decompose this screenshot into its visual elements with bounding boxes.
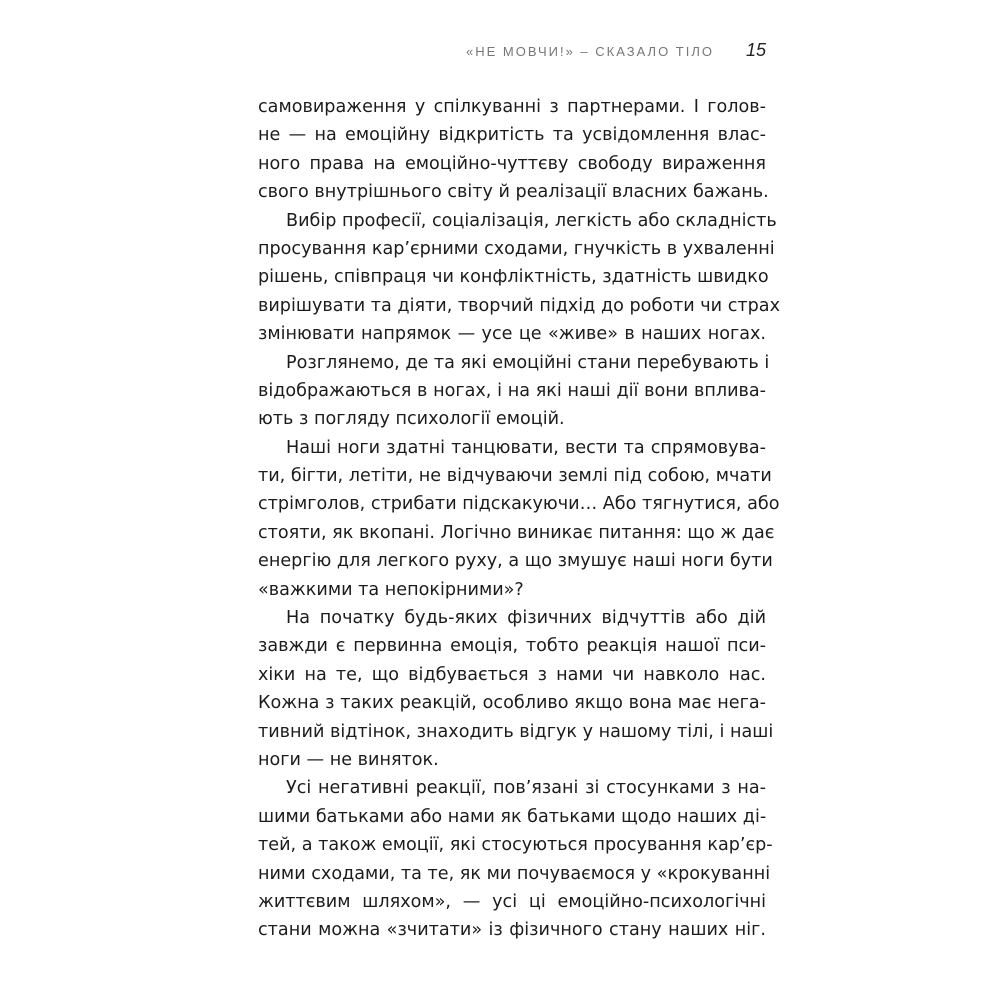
text-line: рішень, співпраця чи конфліктність, здатність швидко	[258, 267, 769, 288]
paragraph	[258, 774, 773, 944]
text-line: Кожна з таких реакцій, особливо якщо вона має нега-	[258, 693, 766, 714]
text-line: самовираження у спілкуванні з партнерами. І голов-	[258, 97, 766, 117]
text-line: ти, бігти, летіти, не відчуваючи землі під собою, мчати	[258, 466, 772, 487]
paragraph	[258, 93, 769, 207]
text-line: шими батьками або нами як батьками щодо наших ді-	[258, 806, 767, 827]
running-header	[440, 40, 766, 64]
paragraph	[258, 207, 780, 349]
text-line: На початку будь-яких фізичних відчуттів або дій	[286, 608, 766, 629]
text-line: не — на емоційну відкритість та усвідомлення влас-	[258, 125, 766, 146]
text-line: стрімголов, стрибати підскакуючи… Або тягнутися, або	[258, 494, 780, 515]
text-line: «важкими та непокірними»?	[258, 579, 524, 600]
text-line: стояти, як вкопані. Логічно виникає питання: що ж дає	[258, 522, 775, 543]
page-number: 15	[745, 40, 766, 60]
paragraph	[258, 434, 780, 604]
text-line: Вибір професії, соціалізація, легкість або складність	[286, 210, 777, 231]
body-text	[258, 93, 780, 945]
text-line: життєвим шляхом», — усі ці емоційно-психологічні	[258, 891, 766, 912]
text-line: ють з погляду психології емоцій.	[258, 409, 565, 430]
text-line: ними сходами, та те, як ми почуваємося у «крокуванні	[258, 863, 771, 884]
text-line: відображаються в ногах, і на які наші дії вони вплива-	[258, 380, 766, 401]
text-line: тей, а також емоції, які стосуються просування кар’єр-	[258, 835, 773, 856]
text-line: стани можна «зчитати» із фізичного стану наших ніг.	[258, 920, 766, 941]
text-line: змінювати напрямок — усе це «живе» в наших ногах.	[258, 324, 766, 345]
text-line: тивний відтінок, знаходить відгук у нашому тілі, і наші	[258, 721, 774, 742]
text-line: завжди є первинна емоція, тобто реакція нашої пси-	[258, 636, 766, 657]
text-line: просування кар’єрними сходами, гнучкість в ухваленні	[258, 238, 775, 259]
text-line: Усі негативні реакції, пов’язані зі стосунками з на-	[286, 778, 766, 799]
text-line: хіки на те, що відбувається з нами чи навколо нас.	[258, 664, 766, 685]
paragraph	[258, 604, 774, 774]
text-line: ноги — не виняток.	[258, 749, 439, 770]
text-line: Розглянемо, де та які емоційні стани перебувають і	[286, 352, 770, 373]
paragraph	[258, 349, 770, 434]
text-line: свого внутрішнього світу й реалізації власних бажань.	[258, 182, 769, 203]
text-line: енергію для легкого руху, а що змушує наші ноги бути	[258, 551, 773, 572]
text-line: вирішувати та діяти, творчий підхід до роботи чи страх	[258, 295, 780, 316]
running-title: «НЕ МОВЧИ!» – СКАЗАЛО ТІЛО	[466, 44, 714, 59]
text-line: ного права на емоційно-чуттєву свободу вираження	[258, 153, 766, 174]
text-line: Наші ноги здатні танцювати, вести та спрямовува-	[286, 437, 766, 458]
